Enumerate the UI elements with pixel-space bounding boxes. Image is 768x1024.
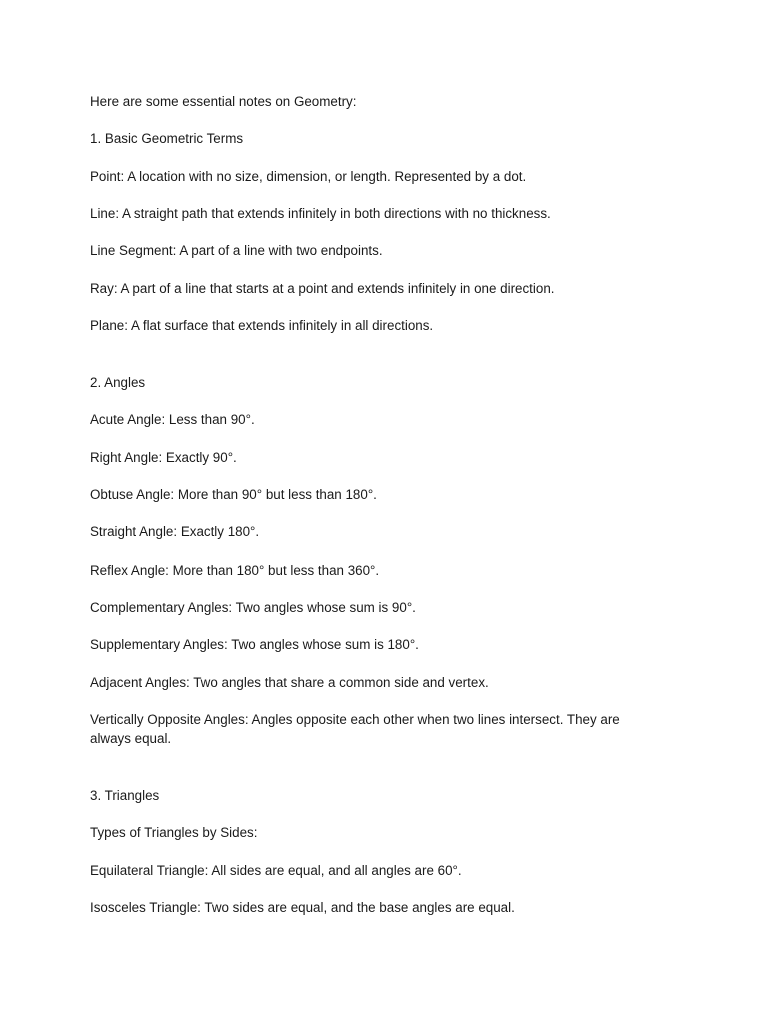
angle-complementary: Complementary Angles: Two angles whose sum is 90°. — [90, 600, 416, 615]
angle-adjacent: Adjacent Angles: Two angles that share a common side and vertex. — [90, 675, 489, 690]
term-line-segment: Line Segment: A part of a line with two endpoints. — [90, 243, 383, 258]
angle-straight: Straight Angle: Exactly 180°. — [90, 524, 260, 539]
triangle-equilateral: Equilateral Triangle: All sides are equal, and all angles are 60°. — [90, 863, 462, 878]
angle-obtuse: Obtuse Angle: More than 90° but less than 180°. — [90, 487, 377, 502]
term-plane: Plane: A flat surface that extends infinitely in all directions. — [90, 318, 434, 333]
term-point: Point: A location with no size, dimension, or length. Represented by a dot. — [90, 169, 527, 184]
triangle-isosceles: Isosceles Triangle: Two sides are equal, and the base angles are equal. — [90, 900, 515, 915]
angle-reflex: Reflex Angle: More than 180° but less than 360°. — [90, 563, 380, 578]
section-heading-triangles: 3. Triangles — [90, 788, 160, 803]
angle-acute: Acute Angle: Less than 90°. — [90, 412, 255, 427]
intro-text: Here are some essential notes on Geometry: — [90, 94, 357, 109]
angle-supplementary: Supplementary Angles: Two angles whose sum is 180°. — [90, 637, 419, 652]
term-ray: Ray: A part of a line that starts at a point and extends infinitely in one direction. — [90, 281, 555, 296]
term-line: Line: A straight path that extends infinitely in both directions with no thickness. — [90, 206, 551, 221]
section-heading-angles: 2. Angles — [90, 375, 146, 390]
triangles-by-sides-subheading: Types of Triangles by Sides: — [90, 825, 258, 840]
angle-vertically-opposite: Vertically Opposite Angles: Angles opposite each other when two lines intersect. They are always equal. — [90, 712, 620, 746]
section-heading-basic-terms: 1. Basic Geometric Terms — [90, 131, 244, 146]
angle-right: Right Angle: Exactly 90°. — [90, 450, 237, 465]
